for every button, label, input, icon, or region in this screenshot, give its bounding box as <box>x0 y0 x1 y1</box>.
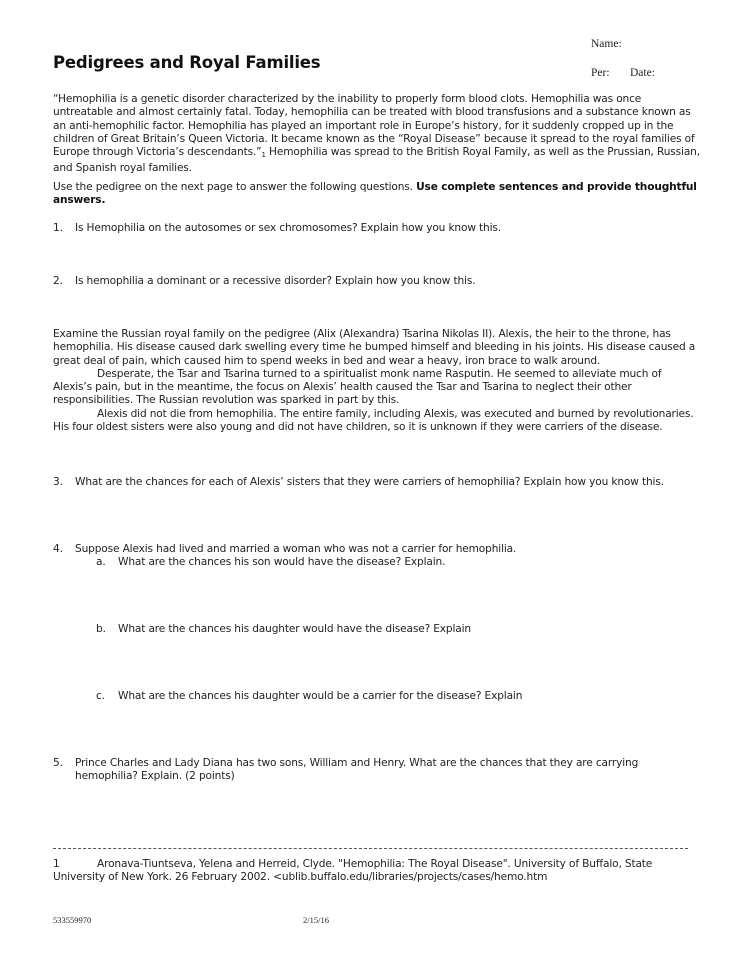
question-1 <box>53 222 703 235</box>
date-label: Date: <box>630 67 655 79</box>
question-4a <box>96 556 696 569</box>
question-text: Is Hemophilia on the autosomes or sex chromosomes? Explain how you know this. <box>75 222 502 234</box>
question-text: Prince Charles and Lady Diana has two sons, William and Henry. What are the chances that they are carrying hemophilia? Explain. (2 points) <box>75 757 639 783</box>
footer-date: 2/15/16 <box>303 915 329 925</box>
subquestion-text: What are the chances his daughter would be a carrier for the disease? Explain <box>118 690 523 702</box>
subquestion-text: What are the chances his daughter would have the disease? Explain <box>118 623 471 635</box>
question-number: 2. <box>53 275 63 287</box>
question-4c <box>96 690 696 703</box>
question-5 <box>53 757 703 784</box>
instructions-text: Use the pedigree on the next page to answer the following questions. <box>53 181 417 193</box>
question-4b <box>96 623 696 636</box>
subquestion-letter: b. <box>96 623 106 635</box>
footnote-separator <box>53 848 688 849</box>
question-number: 5. <box>53 757 63 769</box>
story-paragraph-2: Desperate, the Tsar and Tsarina turned to a spiritualist monk name Rasputin. He seemed to alleviate much of Alexis’s pain, but in the meantime, the focus on Alexis’ health caused the Tsar and Tsarina to neglect their other responsibilities. The Russian revolution was sparked in part by this. <box>53 367 662 407</box>
footnote-text: Aronava-Tiuntseva, Yelena and Herreid, Clyde. "Hemophilia: The Royal Disease". University of Buffalo, State University of New York. 26 February 2002. <ublib.buffalo.edu/libraries/projects/cases/hemo.htm <box>53 858 653 884</box>
question-3 <box>53 476 703 489</box>
subquestion-letter: a. <box>96 556 106 568</box>
question-number: 3. <box>53 476 63 488</box>
intro-quote: “Hemophilia is a genetic disorder characterized by the inability to properly form blood clots. Hemophilia was once untreatable and almost certainly fatal. Today, hemophilia can be treated with blood transfusions and a substance known as an anti-hemophilic factor. Hemophilia has played an important role in Europe’s history, for it suddenly cropped up in the children of Great Britain’s Queen Victoria. It became known as the “Royal Disease” because it spread to the royal families of Europe through Victoria’s descendants.” <box>53 93 695 159</box>
question-4 <box>53 543 703 556</box>
subquestion-text: What are the chances his son would have the disease? Explain. <box>118 556 446 568</box>
intro-after: Hemophilia was spread to the British Royal Family, as well as the Prussian, Russian, and Spanish royal families. <box>53 146 700 175</box>
question-number: 4. <box>53 543 63 555</box>
document-id: 533559970 <box>53 915 92 925</box>
name-label: Name: <box>591 38 622 50</box>
question-text: Is hemophilia a dominant or a recessive disorder? Explain how you know this. <box>75 275 476 287</box>
intro-paragraph <box>53 93 703 176</box>
russian-family-passage <box>53 328 703 434</box>
instructions-bold: Use complete sentences and provide thoughtful answers. <box>53 181 697 207</box>
question-text: What are the chances for each of Alexis’ sisters that they were carriers of hemophilia? Explain how you know this. <box>75 476 664 488</box>
period-label: Per: <box>591 67 610 79</box>
story-paragraph-1: Examine the Russian royal family on the pedigree (Alix (Alexandra) Tsarina Nikolas II). Alexis, the heir to the throne, has hemophilia. His disease caused dark swelling every time he bumped himself and bleeding in his joints. His disease caused a great deal of pain, which caused him to spend weeks in bed and wear a heavy, iron brace to walk around. <box>53 328 696 367</box>
question-text: Suppose Alexis had lived and married a woman who was not a carrier for hemophilia. <box>75 543 517 555</box>
story-paragraph-3: Alexis did not die from hemophilia. The entire family, including Alexis, was executed and burned by revolutionaries. His four oldest sisters were also young and did not have children, so it is unknown if they were carriers of the disease. <box>53 407 694 434</box>
footnote-number: 1 <box>53 858 60 870</box>
instructions <box>53 181 703 208</box>
page-title: Pedigrees and Royal Families <box>53 53 321 72</box>
question-2 <box>53 275 703 288</box>
footnote-reference: 1 <box>261 151 266 160</box>
footnote <box>53 858 703 885</box>
subquestion-letter: c. <box>96 690 105 702</box>
question-number: 1. <box>53 222 63 234</box>
